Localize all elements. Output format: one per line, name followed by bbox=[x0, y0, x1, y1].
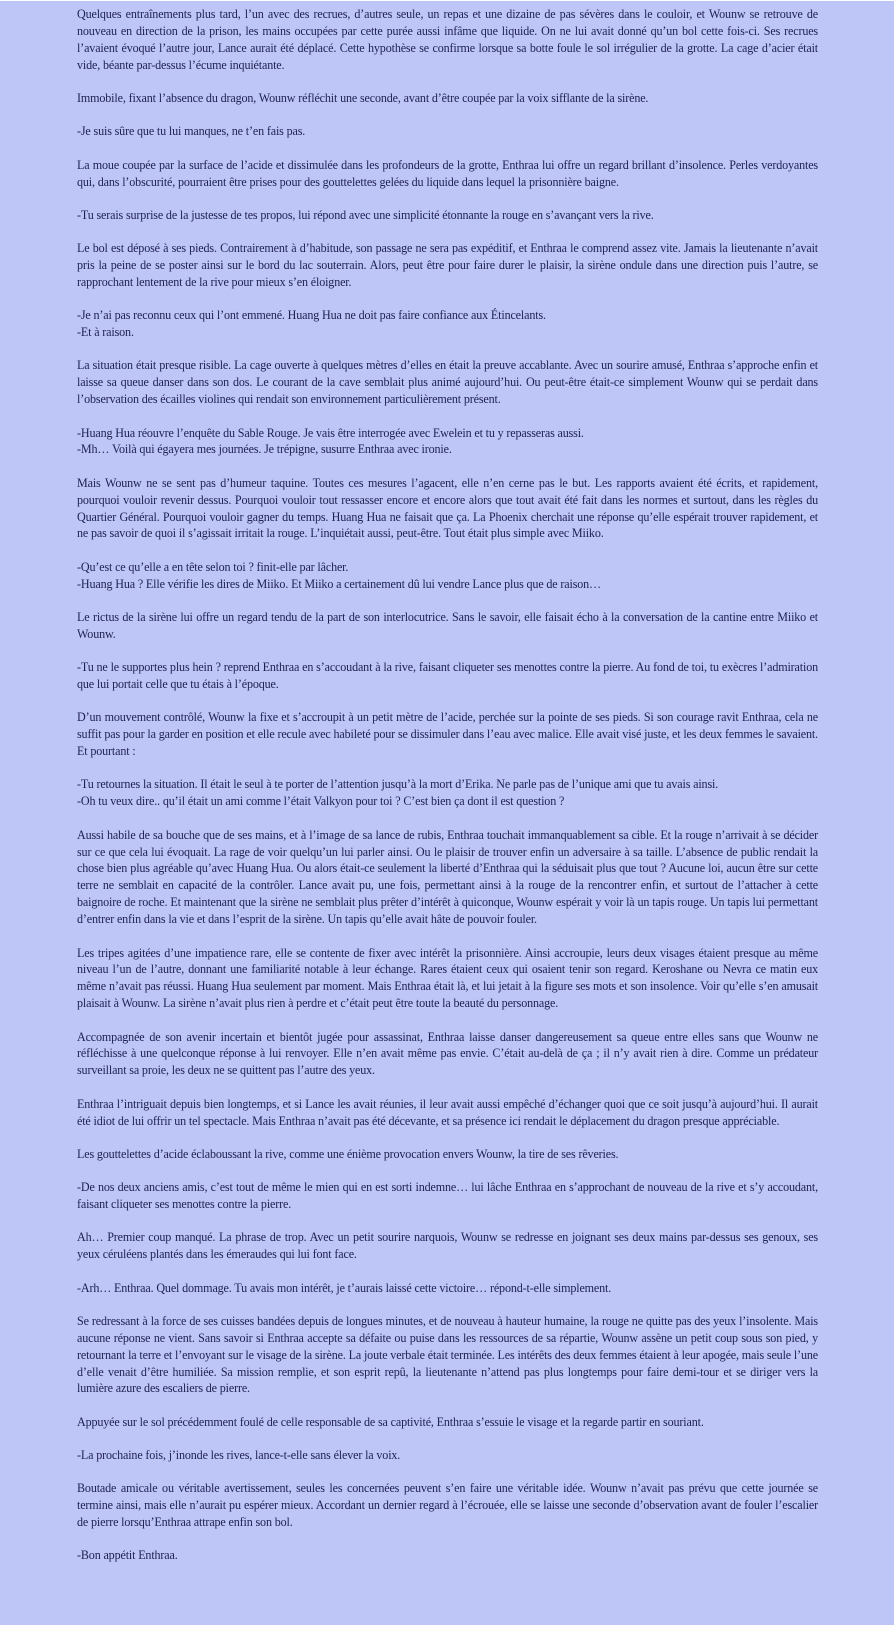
story-paragraph bbox=[77, 425, 818, 459]
paragraph-line: Enthraa l’intriguait depuis bien longtemps, et si Lance les avait réunies, il leur avait aussi empêché d’échanger quoi que ce soit jusqu’à aujourd’hui. Il aurait été idiot de lui offrir un tel spectacle. Mais Enthraa n’avait pas été décevante, et sa présence ici rendait le déplacement du dragon presque appréciable. bbox=[77, 1096, 818, 1128]
story-paragraph bbox=[77, 709, 818, 760]
story-paragraph bbox=[77, 1229, 818, 1263]
paragraph-line: Quelques entraînements plus tard, l’un avec des recrues, d’autres seule, un repas et une dizaine de pas sévères dans le couloir, et Wounw se retrouve de nouveau en direction de la prison, les mains occupées par cette purée aussi infâme que liquide. On ne lui avait donné qu’un bol cette fois-ci. Ses recrues l’avaient évoqué l’autre jour, Lance aurait été déplacé. Cette hypothèse se confirme lorsque sa botte foule le sol irrégulier de la grotte. La cage d’acier était vide, béante par-dessus l’écume inquiétante. bbox=[77, 7, 818, 72]
paragraph-line: Immobile, fixant l’absence du dragon, Wounw réfléchit une seconde, avant d’être coupée par la voix sifflante de la sirène. bbox=[77, 91, 649, 106]
paragraph-line: La situation était presque risible. La cage ouverte à quelques mètres d’elles en était la preuve accablante. Avec un sourire amusé, Enthraa s’approche enfin et laisse sa queue danser dans son dos. Le courant de la cave semblait plus animé aujourd’hui. Ou peut-être était-ce simplement Wounw qui se perdait dans l’observation des écailles violines qui rendait son environnement particulièrement présent. bbox=[77, 358, 818, 407]
paragraph-line: Les gouttelettes d’acide éclaboussant la rive, comme une énième provocation envers Wounw, la tire de ses rêveries. bbox=[77, 1146, 619, 1161]
paragraph-line: Le rictus de la sirène lui offre un regard tendu de la part de son interlocutrice. Sans le savoir, elle faisait écho à la conversation de la cantine entre Miiko et Wounw. bbox=[77, 609, 818, 641]
story-paragraph bbox=[77, 776, 818, 810]
paragraph-line: D’un mouvement contrôlé, Wounw la fixe et s’accroupit à un petit mètre de l’acide, perchée sur la pointe de ses pieds. Si son courage ravit Enthraa, cela ne suffit pas pour la garder en position et elle recule avec habileté pour se dissimuler dans l’eau avec malice. Elle avait visé juste, et les deux femmes le savaient. Et pourtant : bbox=[77, 710, 818, 759]
paragraph-line: Se redressant à la force de ses cuisses bandées depuis de longues minutes, et de nouveau à hauteur humaine, la rouge ne quitte pas des yeux l’insolente. Mais aucune réponse ne vient. Sans savoir si Enthraa accepte sa défaite ou puise dans les ressources de sa répartie, Wounw assène un petit coup sous son pied, y retournant la terre et l’envoyant sur le visage de la sirène. La joute verbale était terminée. Les intérêts des deux femmes étaient à leur apogée, mais seule l’une d’elle venait d’être humiliée. Sa mission remplie, et son esprit repû, la lieutenante n’attend pas plus longtemps pour faire demi-tour et se diriger vers la lumière azure des escaliers de pierre. bbox=[77, 1313, 818, 1396]
paragraph-line: Aussi habile de sa bouche que de ses mains, et à l’image de sa lance de rubis, Enthraa touchait immanquablement sa cible. Et la rouge n’arrivait à se décider sur ce que cela lui évoquait. La rage de voir quelqu’un lui parler ainsi. Ou le plaisir de trouver enfin un adversaire à sa taille. L’absence de public rendait la chose bien plus agréable qu’avec Huang Hua. Ou alors était-ce seulement la liberté d’Enthraa qui la séduisait plus que tout ? Aucune loi, aucun être sur cette terre ne semblait en capacité de la contrôler. Lance avait pu, une fois, permettant ainsi à la rouge de la rencontrer enfin, et surtout de l’attacher à cette baignoire de roche. Et maintenant que la sirène ne semblait plus prêter d’intérêt à quiconque, Wounw espérait y voir là un tapis rouge. Un tapis lui permettant d’entrer enfin dans la vie et dans l’esprit de la sirène. Un tapis qu’elle avait hâte de pouvoir fouler. bbox=[77, 827, 818, 927]
story-paragraph bbox=[77, 1029, 818, 1080]
paragraph-line: Mais Wounw ne se sent pas d’humeur taquine. Toutes ces mesures l’agacent, elle n’en cerne pas le but. Les rapports avaient été écrits, et rapidement, pourquoi vouloir revenir dessus. Pourquoi vouloir tout ressasser encore et encore alors que tout avait été fait dans les normes et surtout, dans les règles du Quartier Général. Pourquoi vouloir gagner du temps. Huang Hua ne faisait que ça. La Phoenix cherchait une réponse qu’elle espérait trouver rapidement, et ne pas savoir de quoi il s’agissait irritait la rouge. L’inquiétait aussi, peut-être. Tout était plus simple avec Miiko. bbox=[77, 475, 818, 541]
story-paragraph bbox=[77, 609, 818, 643]
paragraph-line: -Je n’ai pas reconnu ceux qui l’ont emmené. Huang Hua ne doit pas faire confiance aux Étincelants. bbox=[77, 308, 546, 323]
paragraph-line: -Huang Hua réouvre l’enquête du Sable Rouge. Je vais être interrogée avec Ewelein et tu y repasseras aussi. bbox=[77, 425, 584, 440]
story-paragraph bbox=[77, 1096, 818, 1130]
paragraph-line: Appuyée sur le sol précédemment foulé de celle responsable de sa captivité, Enthraa s’essuie le visage et la regarde partir en souriant. bbox=[77, 1414, 704, 1429]
story-paragraph bbox=[77, 1480, 818, 1531]
paragraph-line: -Je suis sûre que tu lui manques, ne t’en fais pas. bbox=[77, 124, 306, 139]
paragraph-line: Accompagnée de son avenir incertain et bientôt jugée pour assassinat, Enthraa laisse danser dangereusement sa queue entre elles sans que Wounw ne réfléchisse à une quelconque réponse à lui renvoyer. Elle n’en avait même pas envie. C’était au-delà de ça ; il n’y avait rien à dire. Comme un prédateur surveillant sa proie, les deux ne se quittent pas l’autre des yeux. bbox=[77, 1029, 818, 1078]
paragraph-line: Ah… Premier coup manqué. La phrase de trop. Avec un petit sourire narquois, Wounw se redresse en joignant ses deux mains par-dessus ses genoux, ses yeux céruléens plantés dans les émeraudes qui lui font face. bbox=[77, 1230, 818, 1262]
paragraph-line: -La prochaine fois, j’inonde les rives, lance-t-elle sans élever la voix. bbox=[77, 1448, 401, 1463]
story-paragraph bbox=[77, 357, 818, 408]
story-paragraph bbox=[77, 123, 818, 140]
story-paragraph bbox=[77, 1447, 818, 1464]
paragraph-line: Le bol est déposé à ses pieds. Contrairement à d’habitude, son passage ne sera pas expéditif, et Enthraa le comprend assez vite. Jamais la lieutenante n’avait pris la peine de se poster ainsi sur le bord du lac souterrain. Alors, peut être pour faire durer le plaisir, la sirène ondule dans une direction puis l’autre, se rapprochant lentement de la rive pour mieux s’en éloigner. bbox=[77, 241, 818, 289]
paragraph-line: -Oh tu veux dire.. qu’il était un ami comme l’était Valkyon pour toi ? C’est bien ça dont il est question ? bbox=[77, 794, 565, 809]
story-paragraph bbox=[77, 1146, 818, 1163]
paragraph-line: La moue coupée par la surface de l’acide et dissimulée dans les profondeurs de la grotte, Enthraa lui offre un regard brillant d’insolence. Perles verdoyantes qui, dans l’obscurité, pourraient être prises pour des gouttelettes gelées du liquide dans lequel la prisonnière baigne. bbox=[77, 157, 818, 189]
story-paragraph bbox=[77, 1414, 818, 1431]
paragraph-line: Les tripes agitées d’une impatience rare, elle se contente de fixer avec intérêt la prisonnière. Ainsi accroupie, leurs deux visages étaient presque au même niveau l’un de l’autre, donnant une familiarité notable à leur échange. Rares étaient ceux qui osaient tenir son regard. Keroshane ou Nevra ce matin eux même n’avait pas réussi. Huang Hua seulement par moment. Mais Enthraa était là, et lui jetait à la figure ses mots et son insolence. Voir qu’elle s’en amusait plaisait à Wounw. La sirène n’avait plus rien à perdre et c’était peut être toute la beauté du personnage. bbox=[77, 945, 818, 1011]
paragraph-line: -Bon appétit Enthraa. bbox=[77, 1548, 178, 1563]
story-paragraph bbox=[77, 207, 818, 224]
story-paragraph bbox=[77, 1280, 818, 1297]
paragraph-line: -Et à raison. bbox=[77, 325, 134, 340]
story-paragraph bbox=[77, 240, 818, 291]
story-paragraph bbox=[77, 475, 818, 543]
story-paragraph bbox=[77, 827, 818, 928]
paragraph-line: -Tu ne le supportes plus hein ? reprend Enthraa en s’accoudant à la rive, faisant cliqueter ses menottes contre la pierre. Au fond de toi, tu exècres l’admiration que lui portait celle que tu étais à l’époque. bbox=[77, 660, 818, 692]
story-paragraph bbox=[77, 1313, 818, 1398]
story-text bbox=[77, 6, 818, 1581]
paragraph-line: -Tu retournes la situation. Il était le seul à te porter de l’attention jusqu’à la mort d’Erika. Ne parle pas de l’unique ami que tu avais ainsi. bbox=[77, 777, 719, 792]
story-paragraph bbox=[77, 157, 818, 191]
paragraph-line: -Mh… Voilà qui égayera mes journées. Je trépigne, susurre Enthraa avec ironie. bbox=[77, 442, 452, 457]
paragraph-line: -Tu serais surprise de la justesse de tes propos, lui répond avec une simplicité étonnante la rouge en s’avançant vers la rive. bbox=[77, 207, 654, 222]
story-paragraph bbox=[77, 307, 818, 341]
story-paragraph bbox=[77, 1547, 818, 1564]
paragraph-line: -Arh… Enthraa. Quel dommage. Tu avais mon intérêt, je t’aurais laissé cette victoire… répond-t-elle simplement. bbox=[77, 1280, 612, 1295]
story-paragraph bbox=[77, 90, 818, 107]
story-paragraph bbox=[77, 559, 818, 593]
story-paragraph bbox=[77, 659, 818, 693]
story-paragraph bbox=[77, 6, 818, 74]
story-paragraph bbox=[77, 945, 818, 1013]
story-paragraph bbox=[77, 1179, 818, 1213]
paragraph-line: Boutade amicale ou véritable avertissement, seules les concernées peuvent s’en faire une véritable idée. Wounw n’avait pas prévu que cette journée se termine ainsi, mais elle n’aurait pu espérer mieux. Accordant un dernier regard à l’écrouée, elle se laisse une seconde d’observation avant de fouler l’escalier de pierre lorsqu’Enthraa attrape enfin son bol. bbox=[77, 1481, 818, 1530]
paragraph-line: -Qu’est ce qu’elle a en tête selon toi ? finit-elle par lâcher. bbox=[77, 559, 349, 574]
paragraph-line: -Huang Hua ? Elle vérifie les dires de Miiko. Et Miiko a certainement dû lui vendre Lance plus que de raison… bbox=[77, 576, 602, 591]
paragraph-line: -De nos deux anciens amis, c’est tout de même le mien qui en est sorti indemne… lui lâche Enthraa en s’approchant de nouveau de la rive et s’y accoudant, faisant cliqueter ses menottes contre la pierre. bbox=[77, 1180, 818, 1212]
